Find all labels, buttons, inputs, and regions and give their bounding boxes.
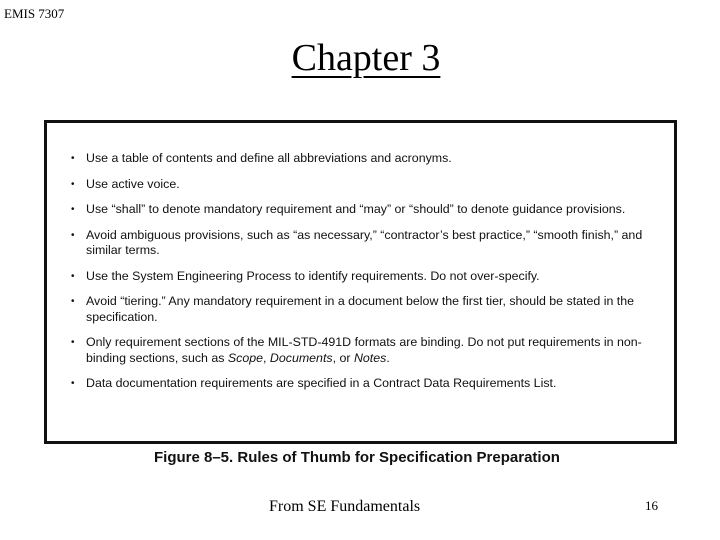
bullet-icon: • [71,296,75,307]
bullet-icon: • [71,270,75,282]
list-item [69,177,659,193]
course-code: EMIS 7307 [4,6,65,21]
bullet-icon: • [71,337,75,348]
list-item [69,294,659,325]
rule-sep: , or [332,350,354,365]
bullet-icon: • [71,229,75,241]
rule-text-after: . [386,350,390,365]
rules-list [69,151,659,392]
slide-title: Chapter 3 [291,37,441,79]
rule-text: Data documentation requirements are specified in a Contract Data Requirements List. [86,376,557,390]
bullet-icon: • [71,153,75,164]
rule-text: Use a table of contents and define all abbreviations and acronyms. [86,151,452,165]
list-item [69,228,659,259]
rule-text: Use “shall” to denote mandatory requirement and “may” or “should” to denote guidance provisions. [86,202,626,216]
bullet-icon: • [71,378,75,389]
rule-italic-notes: Notes [353,350,387,365]
rule-text-before: Only requirement sections of the MIL-STD-491D formats are binding. Do not put requirements in non-binding sections, such as [86,335,642,365]
rule-text: Use the System Engineering Process to identify requirements. Do not over-specify. [86,268,540,283]
list-item [69,335,659,366]
figure-caption: Figure 8–5. Rules of Thumb for Specification Preparation [154,449,560,466]
rule-italic-documents: Documents [269,350,333,365]
rule-italic-scope: Scope [227,350,264,365]
slide-title-container [0,36,720,80]
rule-text: Avoid “tiering.” Any mandatory requirement in a document below the first tier, should be stated in the specification. [86,294,635,324]
rule-text: Avoid ambiguous provisions, such as “as necessary,” “contractor’s best practice,” “smooth finish,” and similar terms. [86,227,643,257]
bullet-icon: • [71,178,75,190]
rule-sep: , [263,350,270,365]
list-item [69,151,659,167]
page-number: 16 [645,498,658,513]
list-item [69,202,659,218]
rule-text: Use active voice. [86,176,180,191]
source-credit: From SE Fundamentals [269,498,421,515]
list-item [69,376,659,392]
bullet-icon: • [71,204,75,215]
figure-box [44,120,677,444]
list-item [69,269,659,285]
